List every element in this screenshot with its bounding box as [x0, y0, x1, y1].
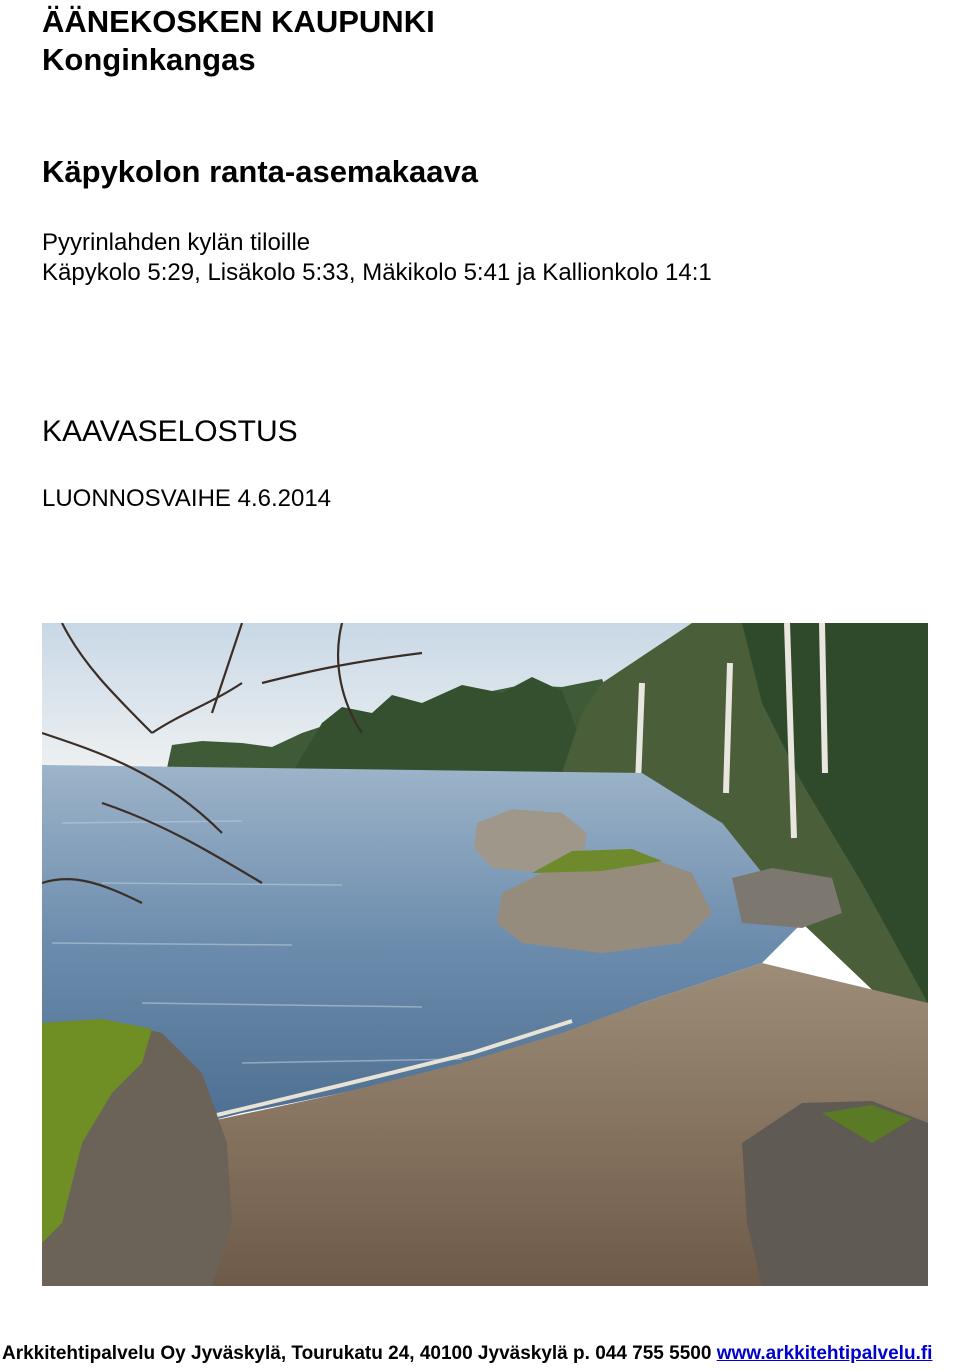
footer-website-link[interactable]: www.arkkitehtipalvelu.fi: [716, 1343, 933, 1364]
boulder-right: [742, 1101, 928, 1286]
lakeshore-photo: [42, 623, 928, 1286]
footer-contact: [2, 1342, 958, 1366]
plan-title: Käpykolon ranta-asemakaava: [42, 154, 478, 189]
plan-subtitle-line1: Pyyrinlahden kylän tiloille: [42, 229, 311, 256]
plan-subtitle-line2: Käpykolo 5:29, Lisäkolo 5:33, Mäkikolo 5:41 ja Kallionkolo 14:1: [42, 259, 712, 286]
rock-right: [732, 868, 842, 928]
document-phase: LUONNOSVAIHE 4.6.2014: [42, 485, 332, 512]
lakeshore-illustration: [42, 623, 928, 1286]
area-heading: Konginkangas: [42, 42, 256, 77]
document-type: KAAVASELOSTUS: [42, 415, 298, 448]
footer-text: Arkkitehtipalvelu Oy Jyväskylä, Tourukatu 24, 40100 Jyväskylä p. 044 755 5500: [2, 1343, 717, 1364]
municipality-heading: ÄÄNEKOSKEN KAUPUNKI: [42, 4, 435, 39]
